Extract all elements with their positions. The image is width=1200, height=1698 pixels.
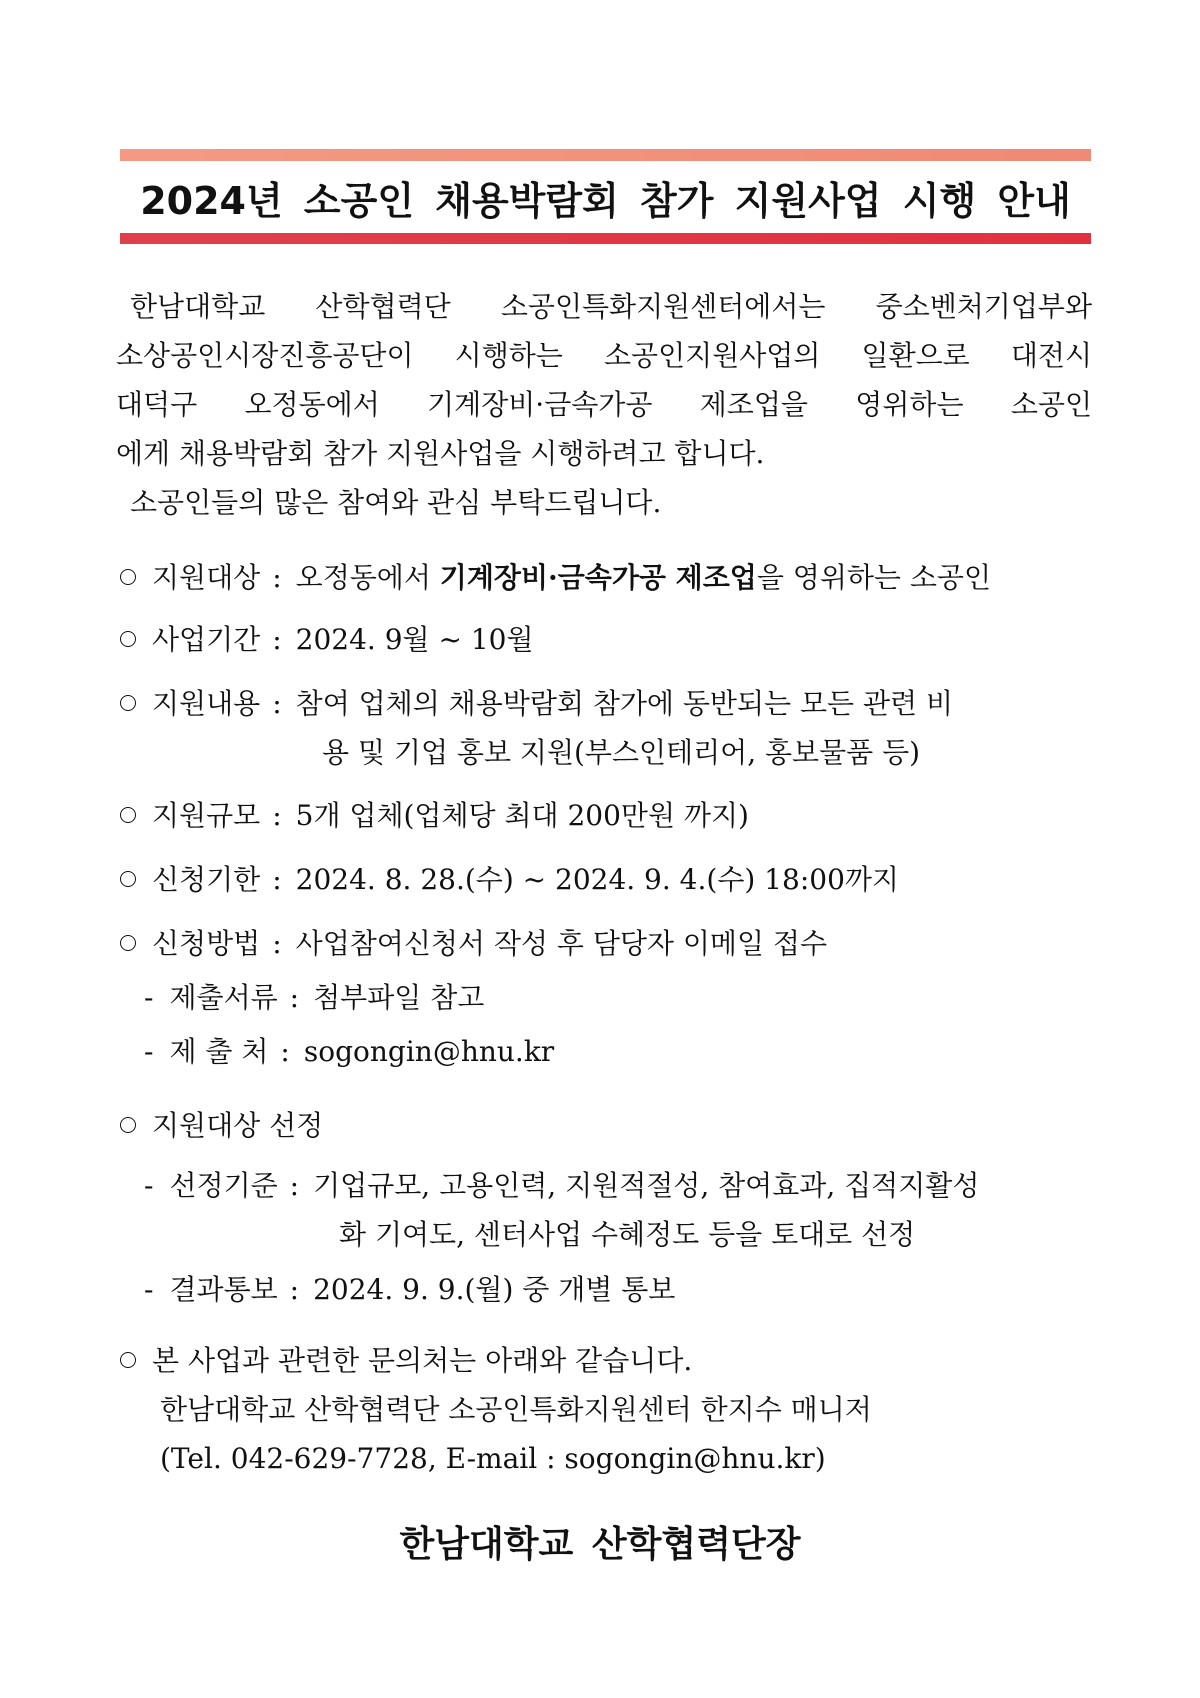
item-value-emphasis: 기계장비·금속가공 제조업 [439,561,757,594]
email-link[interactable]: sogongin@hnu.kr [303,1035,555,1068]
sub-item-submit-to: - 제 출 처 : sogongin@hnu.kr [144,1035,555,1068]
sub-item-label: 선정기준 [169,1169,278,1202]
circle-bullet-icon [120,871,136,887]
intro-line: 대덕구 오정동에서 기계장비·금속가공 제조업을 영위하는 소공인 [116,388,1092,421]
page-title: 2024년 소공인 채용박람회 참가 지원사업 시행 안내 [140,178,1071,223]
item-label: 지원대상 선정 [152,1109,324,1142]
sub-item-result: - 결과통보 : 2024. 9. 9.(월) 중 개별 통보 [144,1273,676,1306]
item-value: 오정동에서 [295,561,431,594]
item-value: 2024. 8. 28.(수) ~ 2024. 9. 4.(수) 18:00까지 [295,863,899,896]
item-target: 지원대상 : 오정동에서 기계장비·금속가공 제조업을 영위하는 소공인 [120,560,991,596]
sub-item-documents: - 제출서류 : 첨부파일 참고 [144,981,485,1014]
contact-line: 본 사업과 관련한 문의처는 아래와 같습니다. [152,1344,693,1377]
item-value: 사업참여신청서 작성 후 담당자 이메일 접수 [295,927,828,960]
circle-bullet-icon [120,807,136,823]
circle-bullet-icon [120,569,136,585]
intro-paragraph [116,282,1092,527]
contact-line: (Tel. 042-629-7728, E-mail : sogongin@hnu.kr) [160,1442,826,1475]
item-period: 사업기간 : 2024. 9월 ~ 10월 [120,622,534,658]
item-content: 지원내용 : 참여 업체의 채용박람회 참가에 동반되는 모든 관련 비 [120,686,953,722]
item-label: 지원규모 [152,799,261,832]
circle-bullet-icon [120,695,136,711]
title-top-bar [120,149,1091,161]
sub-item-label: 제 출 처 [169,1035,269,1068]
sub-item-label: 제출서류 [169,981,278,1014]
intro-line: 소공인들의 많은 참여와 관심 부탁드립니다. [130,486,662,519]
title-bottom-bar [120,233,1091,244]
sub-item-value: 기업규모, 고용인력, 지원적절성, 참여효과, 집적지활성 [313,1169,980,1202]
intro-line: 에게 채용박람회 참가 지원사업을 시행하려고 합니다. [116,437,765,470]
item-method: 신청방법 : 사업참여신청서 작성 후 담당자 이메일 접수 [120,926,827,962]
circle-bullet-icon [120,935,136,951]
item-label: 신청방법 [152,927,261,960]
sub-item-value: 2024. 9. 9.(월) 중 개별 통보 [313,1273,676,1306]
item-value: 2024. 9월 ~ 10월 [295,623,534,656]
sub-item-label: 결과통보 [169,1273,278,1306]
circle-bullet-icon [120,1352,136,1368]
sub-item-value: 첨부파일 참고 [313,981,485,1014]
intro-line: 한남대학교 산학협력단 소공인특화지원센터에서는 중소벤처기업부와 [130,290,1092,323]
item-scale: 지원규모 : 5개 업체(업체당 최대 200만원 까지) [120,798,749,834]
item-contact [120,1343,692,1379]
circle-bullet-icon [120,631,136,647]
item-deadline: 신청기한 : 2024. 8. 28.(수) ~ 2024. 9. 4.(수) 18:00까지 [120,862,899,898]
sub-item-criteria-continuation: 화 기여도, 센터사업 수혜정도 등을 토대로 선정 [339,1218,916,1251]
item-label: 지원내용 [152,687,261,720]
signature: 한남대학교 산학협력단장 [399,1524,801,1565]
item-value: 참여 업체의 채용박람회 참가에 동반되는 모든 관련 비 [295,687,954,720]
item-label: 사업기간 [152,623,261,656]
item-content-continuation: 용 및 기업 홍보 지원(부스인테리어, 홍보물품 등) [322,736,921,769]
circle-bullet-icon [120,1117,136,1133]
item-label: 지원대상 [152,561,261,594]
item-value: 5개 업체(업체당 최대 200만원 까지) [295,799,749,832]
item-value: 을 영위하는 소공인 [756,561,992,594]
item-label: 신청기한 [152,863,261,896]
contact-line: 한남대학교 산학협력단 소공인특화지원센터 한지수 매니저 [160,1393,872,1426]
intro-line: 소상공인시장진흥공단이 시행하는 소공인지원사업의 일환으로 대전시 [116,339,1092,372]
item-selection [120,1108,323,1144]
sub-item-criteria: - 선정기준 : 기업규모, 고용인력, 지원적절성, 참여효과, 집적지활성 [144,1169,980,1202]
